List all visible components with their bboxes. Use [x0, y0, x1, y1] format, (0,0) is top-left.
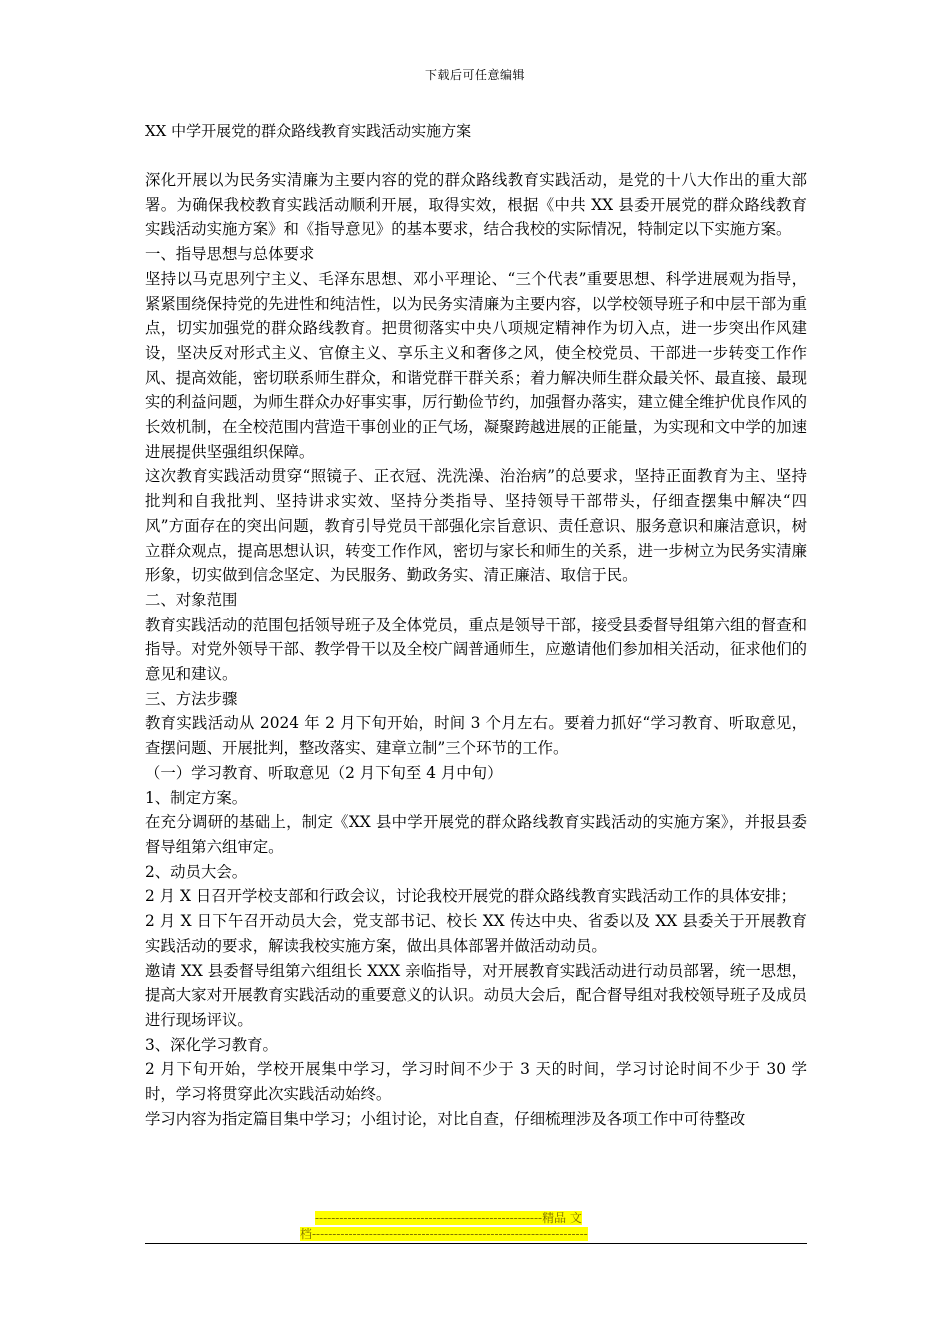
paragraph: 2 月 X 日下午召开动员大会，党支部书记、校长 XX 传达中央、省委以及 XX 县委关于开展教育实践活动的要求，解读我校实施方案，做出具体部署并做活动动员。 — [145, 912, 807, 955]
paragraph: 在充分调研的基础上，制定《XX 县中学开展党的群众路线教育实践活动的实施方案》，并报县委督导组第六组审定。 — [145, 813, 807, 856]
paragraph: 2 月下旬开始，学校开展集中学习，学习时间不少于 3 天的时间，学习讨论时间不少于 30 学时，学习将贯穿此次实践活动始终。 — [145, 1060, 807, 1104]
document-title: XX 中学开展党的群众路线教育实践活动实施方案 — [145, 122, 472, 140]
paragraph: 教育实践活动从 2024 年 2 月下旬开始，时间 3 个月左右。要着力抓好“学习教育、听取意见，查摆问题、开展批判，整改落实、建章立制”三个环节的工作。 — [145, 714, 807, 758]
footer-line1-text: --------------------------------------------------------精品 文 — [315, 1211, 582, 1225]
footer-line2-text: 档-------------------------------------------------------------------- — [300, 1227, 588, 1241]
paragraph: 2 月 X 日召开学校支部和行政会议，讨论我校开展党的群众路线教育实践活动工作的具体安排； — [145, 887, 797, 906]
paragraph: 学习内容为指定篇目集中学习；小组讨论，对比自查，仔细梳理涉及各项工作中可待整改 — [145, 1109, 746, 1128]
item-heading: 3、深化学习教育。 — [145, 1035, 278, 1054]
footer-divider — [145, 1243, 807, 1244]
item-heading: 2、动员大会。 — [145, 862, 248, 881]
document-body — [145, 168, 807, 1131]
paragraph: 这次教育实践活动贯穿“照镜子、正衣冠、洗洗澡、治治病”的总要求，坚持正面教育为主、坚持批判和自我批判、坚持讲求实效、坚持分类指导、坚持领导干部带头，仔细查摆集中解决“四风”方面存在的突出问题，教育引导党员干部强化宗旨意识、责任意识、服务意识和廉洁意识，树立群众观点，提高思想认识，转变工作作风，密切与家长和师生的关系，进一步树立为民务实清廉形象，切实做到信念坚定、为民服务、勤政务实、清正廉洁、取信于民。 — [145, 467, 807, 585]
subsection-heading: （一）学习教育、听取意见（2 月下旬至 4 月中旬） — [145, 763, 503, 782]
footer-watermark-line2 — [145, 1227, 807, 1241]
paragraph: 教育实践活动的范围包括领导班子及全体党员，重点是领导干部，接受县委督导组第六组的督查和指导。对党外领导干部、教学骨干以及全校广阔普通师生，应邀请他们参加相关活动，征求他们的意见和建议。 — [145, 615, 807, 684]
section-heading-1: 一、指导思想与总体要求 — [145, 245, 315, 264]
paragraph: 邀请 XX 县委督导组第六组组长 XXX 亲临指导，对开展教育实践活动进行动员部署，统一思想，提高大家对开展教育实践活动的重要意义的认识。动员大会后，配合督导组对我校领导班子及成员进行现场评议。 — [145, 961, 807, 1029]
page-header: 下载后可任意编辑 — [424, 68, 525, 82]
section-heading-3: 三、方法步骤 — [145, 689, 238, 708]
section-heading-2: 二、对象范围 — [145, 590, 238, 609]
item-heading: 1、制定方案。 — [145, 788, 248, 807]
footer-watermark-line1 — [145, 1211, 807, 1225]
paragraph-intro: 深化开展以为民务实清廉为主要内容的党的群众路线教育实践活动，是党的十八大作出的重大部署。为确保我校教育实践活动顺利开展，取得实效，根据《中共 XX 县委开展党的群众路线教育实践活动实施方案》和《指导意见》的基本要求，结合我校的实际情况，特制定以下实施方案。 — [145, 171, 807, 239]
paragraph: 坚持以马克思列宁主义、毛泽东思想、邓小平理论、“三个代表”重要思想、科学进展观为指导，紧紧围绕保持党的先进性和纯洁性，以为民务实清廉为主要内容，以学校领导班子和中层干部为重点，切实加强党的群众路线教育。把贯彻落实中央八项规定精神作为切入点，进一步突出作风建设，坚决反对形式主义、官僚主义、享乐主义和奢侈之风，使全校党员、干部进一步转变工作作风、提高效能，密切联系师生群众，和谐党群干群关系；着力解决师生群众最关怀、最直接、最现实的利益问题，为师生群众办好事实事，厉行勤俭节约，加强督办落实，建立健全维护优良作风的长效机制，在全校范围内营造干事创业的正气场，凝聚跨越进展的正能量，为实现和文中学的加速进展提供坚强组织保障。 — [145, 269, 807, 461]
